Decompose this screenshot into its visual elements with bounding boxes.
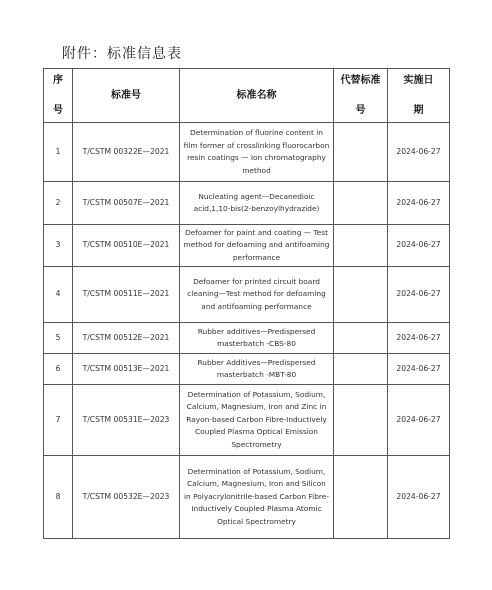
row-serial-number: 7: [44, 385, 73, 456]
row-replaced-standard: [334, 267, 388, 323]
header-replaced-standard-line2: 号: [355, 104, 366, 116]
table-row: [44, 354, 450, 385]
row-replaced-standard: [334, 123, 388, 182]
row-serial-number: 8: [44, 456, 73, 539]
row-standard-name: Rubber Additives—Predispersed masterbatch -MBT-80: [180, 354, 334, 385]
row-implementation-date: 2024-06-27: [388, 323, 450, 354]
table-row: [44, 267, 450, 323]
row-serial-number: 1: [44, 123, 73, 182]
row-standard-code: T/CSTM 00512E—2021: [73, 323, 180, 354]
row-standard-name: Defoamer for paint and coating — Test method for defoaming and antifoaming performance: [180, 225, 334, 267]
header-implementation-date-line1: 实施日: [403, 74, 434, 86]
table-row: [44, 456, 450, 539]
row-standard-code: T/CSTM 00532E—2023: [73, 456, 180, 539]
header-serial-number-line2: 号: [53, 104, 63, 116]
header-standard-name: 标准名称: [180, 69, 334, 123]
row-replaced-standard: [334, 323, 388, 354]
header-replaced-standard: [334, 69, 388, 123]
table-header: [44, 69, 450, 123]
header-implementation-date-line2: 期: [413, 104, 424, 116]
header-row: [44, 69, 450, 123]
table-row: [44, 323, 450, 354]
row-standard-code: T/CSTM 00513E—2021: [73, 354, 180, 385]
row-replaced-standard: [334, 225, 388, 267]
row-implementation-date: 2024-06-27: [388, 225, 450, 267]
row-standard-name: Defoamer for printed circuit board cleaning—Test method for defoaming and antifoaming performance: [180, 267, 334, 323]
row-standard-code: T/CSTM 00507E—2021: [73, 182, 180, 225]
header-implementation-date: [388, 69, 450, 123]
row-standard-code: T/CSTM 00322E—2021: [73, 123, 180, 182]
row-implementation-date: 2024-06-27: [388, 385, 450, 456]
table-row: [44, 123, 450, 182]
row-standard-name: Determination of fluorine content in film former of crosslinking fluorocarbon resin coatings — Ion chromatography method: [180, 123, 334, 182]
row-serial-number: 5: [44, 323, 73, 354]
document-title: 附件：标准信息表: [62, 46, 182, 62]
row-replaced-standard: [334, 354, 388, 385]
table-row: [44, 182, 450, 225]
header-serial-number: [44, 69, 73, 123]
header-replaced-standard-line1: 代替标准: [340, 74, 381, 86]
row-standard-code: T/CSTM 00531E—2023: [73, 385, 180, 456]
row-standard-name: Nucleating agent—Decanedioic acid,1,10-bis(2-benzoylhydrazide): [180, 182, 334, 225]
table-row: [44, 385, 450, 456]
row-replaced-standard: [334, 182, 388, 225]
row-replaced-standard: [334, 456, 388, 539]
standards-table: [43, 68, 450, 539]
row-implementation-date: 2024-06-27: [388, 456, 450, 539]
row-implementation-date: 2024-06-27: [388, 267, 450, 323]
row-serial-number: 3: [44, 225, 73, 267]
row-standard-name: Rubber additives—Predispersed masterbatch -CBS-80: [180, 323, 334, 354]
row-standard-code: T/CSTM 00510E—2021: [73, 225, 180, 267]
table-body: [44, 123, 450, 539]
header-serial-number-line1: 序: [53, 74, 63, 86]
header-standard-code: 标准号: [73, 69, 180, 123]
row-standard-name: Determination of Potassium, Sodium, Calcium, Magnesium, Iron and Zinc in Rayon-based Carbon Fibre-Inductively Coupled Plasma Optical Emission Spectrometry: [180, 385, 334, 456]
table-row: [44, 225, 450, 267]
row-standard-code: T/CSTM 00511E—2021: [73, 267, 180, 323]
row-replaced-standard: [334, 385, 388, 456]
row-implementation-date: 2024-06-27: [388, 354, 450, 385]
row-implementation-date: 2024-06-27: [388, 123, 450, 182]
row-implementation-date: 2024-06-27: [388, 182, 450, 225]
row-serial-number: 4: [44, 267, 73, 323]
row-serial-number: 6: [44, 354, 73, 385]
row-standard-name: Determination of Potassium, Sodium, Calcium, Magnesium, Iron and Silicon in Polyacrylonitrile-based Carbon Fibre- Inductively Coupled Plasma Atomic Optical Spectrometry: [180, 456, 334, 539]
row-serial-number: 2: [44, 182, 73, 225]
